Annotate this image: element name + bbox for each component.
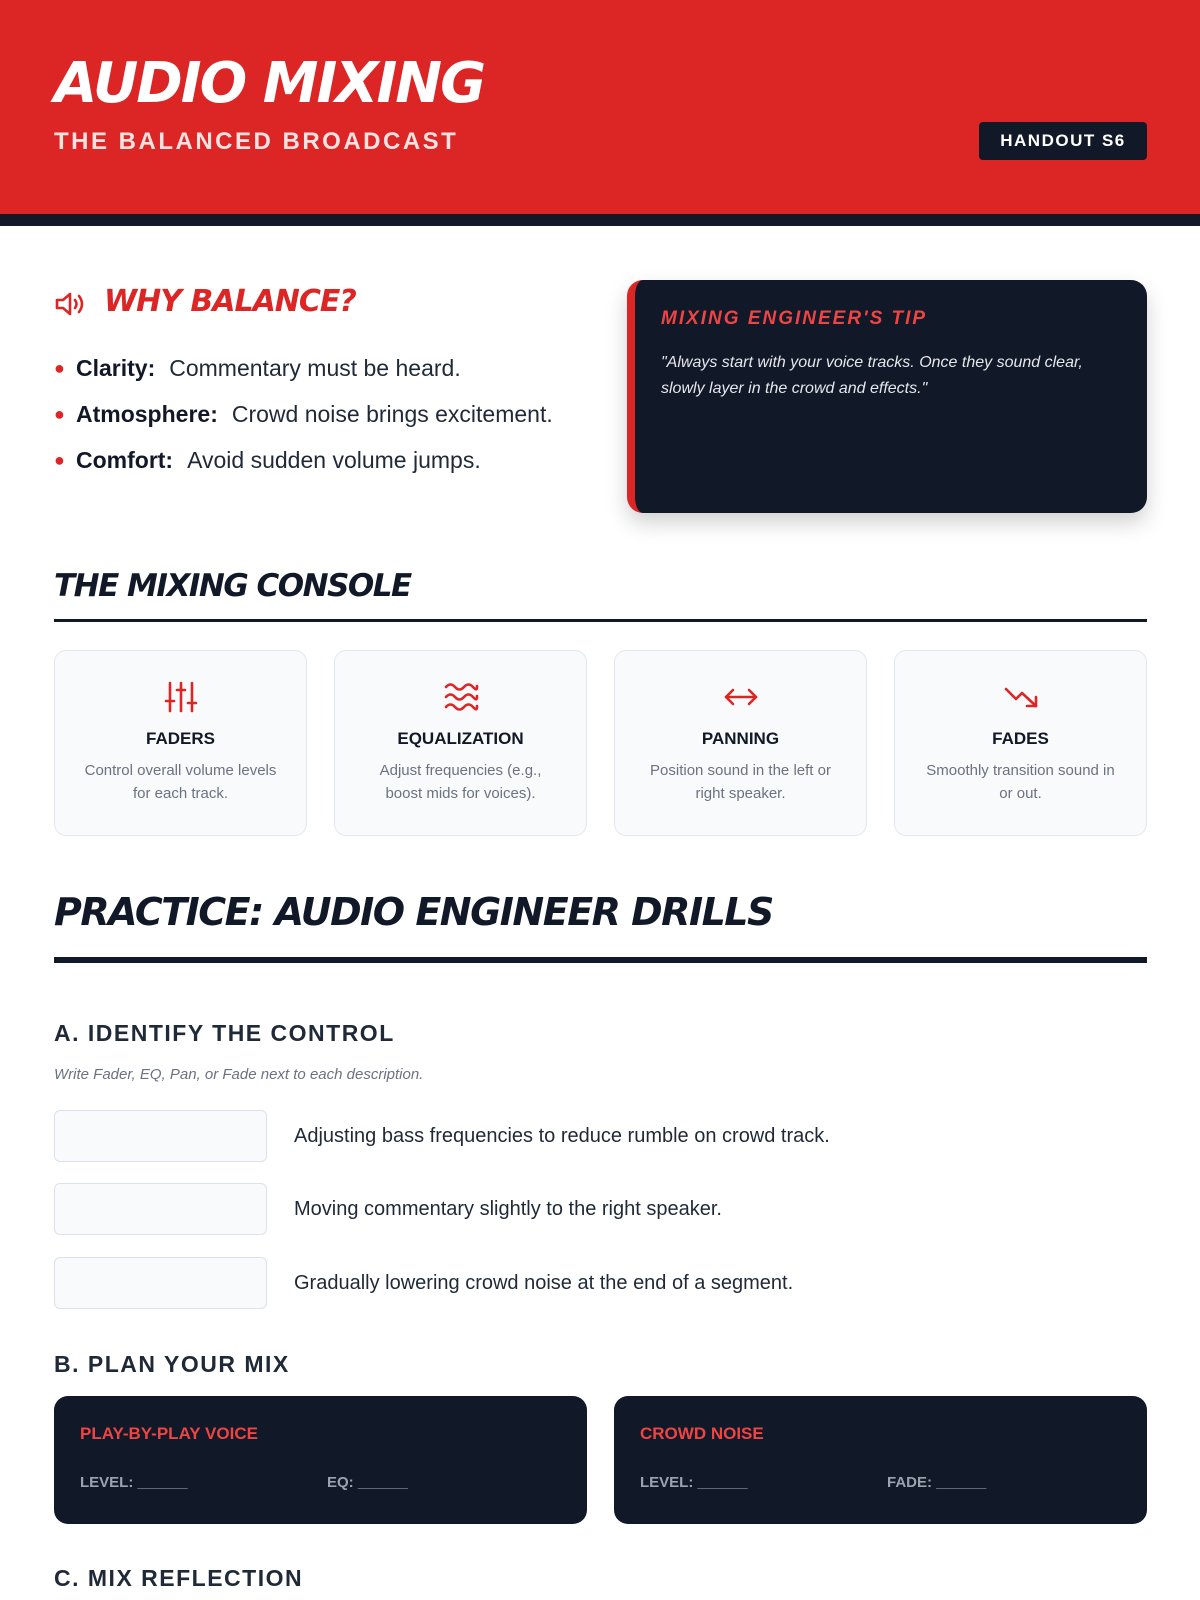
- drill-row: [54, 1109, 1147, 1163]
- mix-card-title: PLAY-BY-PLAY VOICE: [80, 1424, 258, 1443]
- list-item: [54, 352, 574, 385]
- header-divider: [0, 214, 1200, 226]
- section-b-heading: B. PLAN YOUR MIX: [54, 1351, 290, 1377]
- list-item: [54, 444, 574, 477]
- answer-field[interactable]: [54, 1257, 267, 1309]
- answer-field[interactable]: [54, 1110, 267, 1162]
- card-description: Smoothly transition sound in or out.: [926, 762, 1115, 802]
- bullet-text: Avoid sudden volume jumps.: [187, 447, 481, 473]
- card-faders: [54, 650, 307, 836]
- drill-description: Gradually lowering crowd noise at the end of a segment.: [294, 1271, 794, 1294]
- bullet-text: Crowd noise brings excitement.: [231, 401, 553, 427]
- section-divider: [54, 957, 1147, 963]
- practice-heading: PRACTICE: AUDIO ENGINEER DRILLS: [54, 890, 773, 934]
- bullet-term: Atmosphere:: [76, 401, 218, 427]
- card-description: Adjust frequencies (e.g., boost mids for voices).: [379, 762, 542, 802]
- speaker-volume-icon: [54, 290, 86, 318]
- eq-field[interactable]: EQ: ______: [327, 1474, 408, 1491]
- drill-row: [54, 1256, 1147, 1310]
- tip-title: MIXING ENGINEER'S TIP: [661, 308, 928, 329]
- fade-field[interactable]: FADE: ______: [887, 1474, 987, 1491]
- card-fades: [894, 650, 1147, 836]
- section-a-heading: A. IDENTIFY THE CONTROL: [54, 1020, 395, 1046]
- section-a-instructions: Write Fader, EQ, Pan, or Fade next to each description.: [54, 1066, 424, 1083]
- arrows-left-right-icon: [723, 679, 759, 715]
- section-divider: [54, 619, 1147, 622]
- card-title: EQUALIZATION: [397, 729, 524, 748]
- why-balance-heading: WHY BALANCE?: [104, 284, 356, 319]
- card-description: Position sound in the left or right speaker.: [650, 762, 831, 802]
- bullet-dot: ●: [54, 450, 65, 470]
- section-c-heading: C. MIX REFLECTION: [54, 1565, 304, 1591]
- card-panning: [614, 650, 867, 836]
- card-title: PANNING: [701, 729, 780, 748]
- why-balance-list: [54, 352, 574, 490]
- header-banner: [0, 0, 1200, 214]
- card-equalization: [334, 650, 587, 836]
- card-title: FADERS: [146, 729, 215, 748]
- drill-description: Adjusting bass frequencies to reduce rumble on crowd track.: [294, 1124, 830, 1147]
- bullet-term: Comfort:: [76, 447, 174, 473]
- bullet-term: Clarity:: [76, 355, 156, 381]
- bullet-dot: ●: [54, 358, 65, 378]
- level-field[interactable]: LEVEL: ______: [80, 1474, 188, 1491]
- tip-quote: "Always start with your voice tracks. Once they sound clear, slowly layer in the crowd and effects.": [661, 354, 1083, 397]
- page-title: AUDIO MIXING: [54, 51, 485, 116]
- bullet-dot: ●: [54, 404, 65, 424]
- mix-card-crowd: [614, 1396, 1147, 1524]
- console-cards: [54, 650, 1147, 836]
- card-title: FADES: [992, 729, 1049, 748]
- trending-down-icon: [1003, 679, 1039, 715]
- drill-row: [54, 1182, 1147, 1236]
- drill-description: Moving commentary slightly to the right speaker.: [294, 1197, 722, 1220]
- tip-card: [627, 280, 1147, 513]
- list-item: [54, 398, 574, 431]
- card-description: Control overall volume levels for each track.: [84, 762, 277, 802]
- handout-badge: HANDOUT S6: [979, 122, 1147, 160]
- mix-card-title: CROWD NOISE: [640, 1424, 764, 1443]
- mix-card-voice: [54, 1396, 587, 1524]
- sliders-icon: [163, 679, 199, 715]
- bullet-text: Commentary must be heard.: [169, 355, 461, 381]
- waves-icon: [443, 679, 479, 715]
- answer-field[interactable]: [54, 1183, 267, 1235]
- page-subtitle: THE BALANCED BROADCAST: [54, 128, 459, 155]
- level-field[interactable]: LEVEL: ______: [640, 1474, 748, 1491]
- mixing-console-heading: THE MIXING CONSOLE: [54, 568, 411, 604]
